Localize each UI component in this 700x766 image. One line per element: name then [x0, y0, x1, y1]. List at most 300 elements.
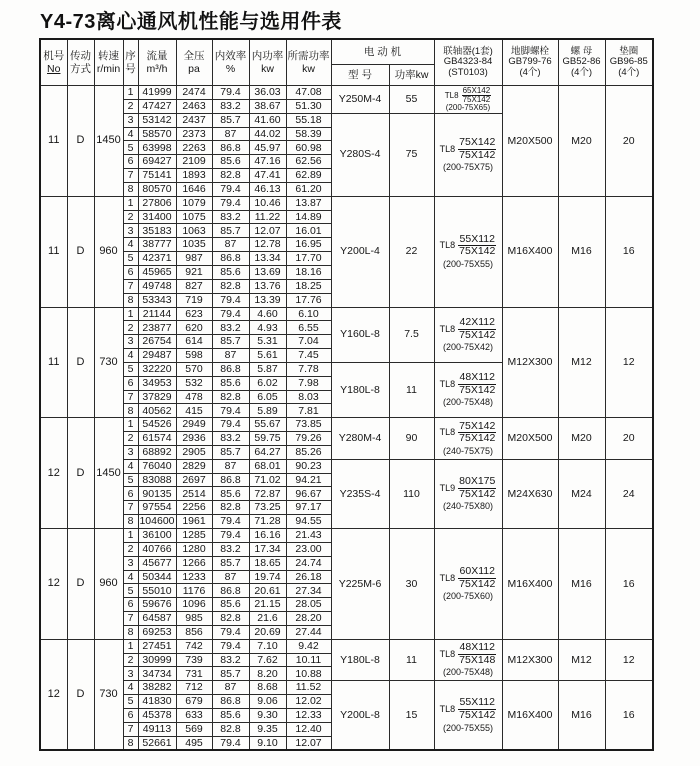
inner-power-cell: 13.69	[249, 265, 286, 279]
inner-power-cell: 9.06	[249, 695, 286, 709]
coupling-fraction	[458, 317, 496, 341]
washer-cell: 16	[605, 681, 653, 750]
required-power-cell: 12.02	[286, 695, 331, 709]
seq-cell: 1	[123, 639, 138, 653]
motor-model-cell: Y200L-8	[331, 681, 389, 750]
col-header-washer: 垫圈 GB96-85 (4个)	[605, 39, 653, 86]
motor-power-cell: 75	[389, 113, 434, 196]
data-row	[40, 529, 653, 543]
coupling-bore-top: 75X142	[459, 136, 496, 148]
anchor-bolt-cell: M12X300	[502, 639, 558, 681]
flow-cell: 30999	[138, 653, 176, 667]
flow-cell: 45965	[138, 265, 176, 279]
pressure-cell: 1176	[176, 584, 212, 598]
pressure-cell: 2936	[176, 432, 212, 446]
required-power-cell: 60.98	[286, 141, 331, 155]
inner-power-cell: 17.34	[249, 542, 286, 556]
efficiency-cell: 83.2	[212, 99, 249, 113]
inner-power-cell: 47.16	[249, 155, 286, 169]
seq-cell: 1	[123, 307, 138, 321]
inner-power-cell: 5.87	[249, 362, 286, 376]
coupling-type: TL8	[439, 323, 456, 334]
data-row	[40, 86, 653, 100]
inner-power-cell: 71.28	[249, 515, 286, 529]
coupling-bore-bottom: 75X142	[459, 148, 496, 161]
inner-power-cell: 5.61	[249, 349, 286, 363]
efficiency-cell: 79.4	[212, 182, 249, 196]
efficiency-cell: 79.4	[212, 293, 249, 307]
inner-power-cell: 10.46	[249, 196, 286, 210]
required-power-cell: 7.98	[286, 376, 331, 390]
table-body	[40, 86, 653, 751]
motor-power-cell: 110	[389, 459, 434, 528]
pressure-cell: 2829	[176, 459, 212, 473]
seq-cell: 7	[123, 501, 138, 515]
required-power-cell: 16.95	[286, 238, 331, 252]
pressure-cell: 827	[176, 279, 212, 293]
seq-cell: 7	[123, 612, 138, 626]
pressure-cell: 620	[176, 321, 212, 335]
nut-cell: M12	[558, 307, 605, 418]
coupling-type: TL8	[439, 427, 456, 438]
inner-power-cell: 41.60	[249, 113, 286, 127]
nut-cell: M16	[558, 681, 605, 750]
speed-cell: 960	[94, 529, 123, 640]
nut-cell: M16	[558, 529, 605, 640]
seq-cell: 5	[123, 141, 138, 155]
seq-cell: 3	[123, 113, 138, 127]
pressure-cell: 532	[176, 376, 212, 390]
coupling-note: (200-75X48)	[442, 667, 494, 678]
washer-cell: 16	[605, 196, 653, 307]
pressure-cell: 570	[176, 362, 212, 376]
coupling-note: (240-75X80)	[442, 501, 494, 512]
coupling-bore-bottom: 75X148	[459, 653, 496, 666]
flow-cell: 38282	[138, 681, 176, 695]
speed-cell: 730	[94, 639, 123, 750]
coupling-type: TL8	[439, 648, 456, 659]
required-power-cell: 18.16	[286, 265, 331, 279]
efficiency-cell: 85.6	[212, 265, 249, 279]
flow-cell: 75141	[138, 169, 176, 183]
pressure-cell: 742	[176, 639, 212, 653]
required-power-cell: 47.08	[286, 86, 331, 100]
required-power-cell: 17.70	[286, 252, 331, 266]
required-power-cell: 96.67	[286, 487, 331, 501]
coupling-spec	[435, 372, 502, 396]
inner-power-cell: 13.76	[249, 279, 286, 293]
motor-model-cell: Y280M-4	[331, 418, 389, 460]
efficiency-cell: 85.7	[212, 335, 249, 349]
coupling-spec	[435, 87, 502, 103]
inner-power-cell: 12.78	[249, 238, 286, 252]
pressure-cell: 1646	[176, 182, 212, 196]
col-header-motor-power: 功率kw	[389, 65, 434, 86]
flow-cell: 55010	[138, 584, 176, 598]
pressure-cell: 415	[176, 404, 212, 418]
data-row	[40, 681, 653, 695]
flow-cell: 40766	[138, 542, 176, 556]
required-power-cell: 16.01	[286, 224, 331, 238]
flow-cell: 52661	[138, 736, 176, 750]
required-power-cell: 51.30	[286, 99, 331, 113]
flow-cell: 23877	[138, 321, 176, 335]
coupling-bore-top: 48X112	[459, 371, 495, 384]
efficiency-cell: 85.6	[212, 376, 249, 390]
machine-no-cell: 11	[40, 307, 67, 418]
inner-power-cell: 20.61	[249, 584, 286, 598]
inner-power-cell: 4.60	[249, 307, 286, 321]
pressure-cell: 633	[176, 708, 212, 722]
washer-cell: 12	[605, 307, 653, 418]
seq-cell: 8	[123, 182, 138, 196]
flow-cell: 63998	[138, 141, 176, 155]
efficiency-cell: 79.4	[212, 736, 249, 750]
inner-power-cell: 38.67	[249, 99, 286, 113]
nut-cell: M20	[558, 86, 605, 197]
required-power-cell: 17.76	[286, 293, 331, 307]
efficiency-cell: 82.8	[212, 501, 249, 515]
coupling-spec	[435, 642, 502, 666]
required-power-cell: 13.87	[286, 196, 331, 210]
coupling-note: (200-75X55)	[442, 259, 494, 269]
coupling-bore-top: 42X112	[459, 315, 495, 328]
inner-power-cell: 20.69	[249, 625, 286, 639]
coupling-bore-top: 48X112	[459, 641, 495, 654]
inner-power-cell: 16.16	[249, 529, 286, 543]
inner-power-cell: 47.41	[249, 169, 286, 183]
efficiency-cell: 87	[212, 349, 249, 363]
motor-model-cell: Y160L-8	[331, 307, 389, 362]
col-header-pressure: 全压 pa	[176, 39, 212, 86]
pressure-cell: 1233	[176, 570, 212, 584]
efficiency-cell: 86.8	[212, 584, 249, 598]
efficiency-cell: 79.4	[212, 529, 249, 543]
coupling-spec	[435, 234, 502, 258]
flow-cell: 42371	[138, 252, 176, 266]
coupling-cell	[434, 307, 502, 362]
seq-cell: 8	[123, 625, 138, 639]
inner-power-cell: 55.67	[249, 418, 286, 432]
motor-model-cell: Y180L-8	[331, 362, 389, 417]
coupling-cell	[434, 418, 502, 460]
required-power-cell: 58.39	[286, 127, 331, 141]
seq-cell: 2	[123, 432, 138, 446]
seq-cell: 7	[123, 390, 138, 404]
efficiency-cell: 85.7	[212, 667, 249, 681]
efficiency-cell: 79.4	[212, 196, 249, 210]
required-power-cell: 26.18	[286, 570, 331, 584]
inner-power-cell: 5.31	[249, 335, 286, 349]
seq-cell: 6	[123, 265, 138, 279]
flow-cell: 61574	[138, 432, 176, 446]
pressure-cell: 2949	[176, 418, 212, 432]
motor-model-cell: Y250M-4	[331, 86, 389, 114]
pressure-cell: 495	[176, 736, 212, 750]
coupling-type: TL9	[439, 482, 456, 493]
coupling-bore-top: 55X112	[459, 232, 495, 245]
seq-cell: 5	[123, 362, 138, 376]
coupling-spec	[435, 421, 502, 445]
coupling-bore-bottom: 75X142	[459, 328, 496, 341]
inner-power-cell: 12.07	[249, 224, 286, 238]
required-power-cell: 6.10	[286, 307, 331, 321]
required-power-cell: 55.18	[286, 113, 331, 127]
seq-cell: 8	[123, 404, 138, 418]
pressure-cell: 712	[176, 681, 212, 695]
pressure-cell: 2514	[176, 487, 212, 501]
pressure-cell: 614	[176, 335, 212, 349]
seq-cell: 7	[123, 169, 138, 183]
coupling-spec	[435, 697, 502, 721]
col-header-seq: 序 号	[123, 39, 138, 86]
pressure-cell: 1075	[176, 210, 212, 224]
seq-cell: 2	[123, 542, 138, 556]
motor-power-cell: 22	[389, 196, 434, 307]
data-row	[40, 307, 653, 321]
coupling-fraction	[458, 137, 496, 161]
required-power-cell: 24.74	[286, 556, 331, 570]
inner-power-cell: 7.62	[249, 653, 286, 667]
efficiency-cell: 85.6	[212, 598, 249, 612]
flow-cell: 29487	[138, 349, 176, 363]
machine-no-cell: 11	[40, 86, 67, 197]
inner-power-cell: 36.03	[249, 86, 286, 100]
inner-power-cell: 21.6	[249, 612, 286, 626]
inner-power-cell: 68.01	[249, 459, 286, 473]
coupling-bore-bottom: 75X142	[459, 577, 496, 590]
seq-cell: 4	[123, 238, 138, 252]
efficiency-cell: 82.8	[212, 722, 249, 736]
pressure-cell: 1280	[176, 542, 212, 556]
motor-model-cell: Y200L-4	[331, 196, 389, 307]
required-power-cell: 23.00	[286, 542, 331, 556]
pressure-cell: 739	[176, 653, 212, 667]
motor-power-cell: 11	[389, 362, 434, 417]
pressure-cell: 1063	[176, 224, 212, 238]
coupling-cell	[434, 459, 502, 528]
inner-power-cell: 5.89	[249, 404, 286, 418]
required-power-cell: 97.17	[286, 501, 331, 515]
flow-cell: 49748	[138, 279, 176, 293]
speed-cell: 960	[94, 196, 123, 307]
required-power-cell: 79.26	[286, 432, 331, 446]
nut-cell: M24	[558, 459, 605, 528]
pressure-cell: 598	[176, 349, 212, 363]
page-title: Y4-73离心通风机性能与选用件表	[40, 11, 342, 33]
coupling-fraction	[462, 87, 492, 103]
efficiency-cell: 86.8	[212, 141, 249, 155]
inner-power-cell: 13.39	[249, 293, 286, 307]
required-power-cell: 85.26	[286, 445, 331, 459]
efficiency-cell: 79.4	[212, 515, 249, 529]
coupling-spec	[435, 317, 502, 341]
seq-cell: 4	[123, 459, 138, 473]
coupling-fraction	[458, 642, 496, 666]
required-power-cell: 7.81	[286, 404, 331, 418]
pressure-cell: 2474	[176, 86, 212, 100]
required-power-cell: 18.25	[286, 279, 331, 293]
flow-cell: 64587	[138, 612, 176, 626]
efficiency-cell: 85.7	[212, 556, 249, 570]
flow-cell: 27806	[138, 196, 176, 210]
flow-cell: 50344	[138, 570, 176, 584]
coupling-bore-top: 55X112	[459, 696, 495, 709]
col-header-flow: 流量 m³/h	[138, 39, 176, 86]
required-power-cell: 12.07	[286, 736, 331, 750]
efficiency-cell: 82.8	[212, 279, 249, 293]
coupling-bore-bottom: 75X142	[459, 487, 496, 500]
flow-cell: 90135	[138, 487, 176, 501]
flow-cell: 53142	[138, 113, 176, 127]
flow-cell: 21144	[138, 307, 176, 321]
inner-power-cell: 72.87	[249, 487, 286, 501]
flow-cell: 34953	[138, 376, 176, 390]
data-row	[40, 418, 653, 432]
washer-cell: 20	[605, 86, 653, 197]
pressure-cell: 731	[176, 667, 212, 681]
efficiency-cell: 87	[212, 681, 249, 695]
coupling-type: TL8	[439, 143, 456, 154]
coupling-type: TL8	[439, 240, 456, 251]
efficiency-cell: 83.2	[212, 432, 249, 446]
seq-cell: 4	[123, 127, 138, 141]
seq-cell: 7	[123, 279, 138, 293]
anchor-bolt-cell: M16X400	[502, 529, 558, 640]
pressure-cell: 1079	[176, 196, 212, 210]
seq-cell: 8	[123, 515, 138, 529]
required-power-cell: 6.55	[286, 321, 331, 335]
coupling-fraction	[458, 421, 496, 445]
inner-power-cell: 21.15	[249, 598, 286, 612]
drive-mode-cell: D	[67, 86, 94, 197]
required-power-cell: 10.11	[286, 653, 331, 667]
coupling-bore-bottom: 75X142	[459, 708, 496, 721]
coupling-bore-top: 75X142	[459, 419, 496, 432]
pressure-cell: 1266	[176, 556, 212, 570]
speed-cell: 730	[94, 307, 123, 418]
flow-cell: 27451	[138, 639, 176, 653]
coupling-note: (240-75X75)	[442, 445, 494, 456]
seq-cell: 3	[123, 335, 138, 349]
flow-cell: 40562	[138, 404, 176, 418]
pressure-cell: 2263	[176, 141, 212, 155]
efficiency-cell: 85.7	[212, 445, 249, 459]
seq-cell: 5	[123, 473, 138, 487]
pressure-cell: 1285	[176, 529, 212, 543]
flow-cell: 41830	[138, 695, 176, 709]
seq-cell: 4	[123, 570, 138, 584]
pressure-cell: 2463	[176, 99, 212, 113]
required-power-cell: 94.55	[286, 515, 331, 529]
seq-cell: 4	[123, 349, 138, 363]
pressure-cell: 1035	[176, 238, 212, 252]
efficiency-cell: 87	[212, 459, 249, 473]
anchor-bolt-cell: M16X400	[502, 196, 558, 307]
required-power-cell: 7.78	[286, 362, 331, 376]
efficiency-cell: 87	[212, 238, 249, 252]
coupling-type: TL8	[439, 378, 456, 389]
drive-mode-cell: D	[67, 418, 94, 529]
seq-cell: 2	[123, 210, 138, 224]
inner-power-cell: 44.02	[249, 127, 286, 141]
nut-cell: M12	[558, 639, 605, 681]
efficiency-cell: 79.4	[212, 307, 249, 321]
coupling-type: TL8	[439, 703, 456, 714]
machine-no-cell: 12	[40, 418, 67, 529]
required-power-cell: 90.23	[286, 459, 331, 473]
efficiency-cell: 82.8	[212, 612, 249, 626]
required-power-cell: 10.88	[286, 667, 331, 681]
seq-cell: 6	[123, 487, 138, 501]
nut-cell: M20	[558, 418, 605, 460]
col-header-motor-model: 型 号	[331, 65, 389, 86]
efficiency-cell: 85.7	[212, 113, 249, 127]
flow-cell: 58570	[138, 127, 176, 141]
seq-cell: 2	[123, 99, 138, 113]
inner-power-cell: 9.10	[249, 736, 286, 750]
coupling-bore-top: 80X175	[459, 475, 496, 488]
pressure-cell: 856	[176, 625, 212, 639]
required-power-cell: 12.40	[286, 722, 331, 736]
seq-cell: 3	[123, 224, 138, 238]
inner-power-cell: 8.20	[249, 667, 286, 681]
col-header-required-power: 所需功率 kw	[286, 39, 331, 86]
efficiency-cell: 83.2	[212, 210, 249, 224]
required-power-cell: 7.45	[286, 349, 331, 363]
motor-power-cell: 55	[389, 86, 434, 114]
drive-mode-cell: D	[67, 529, 94, 640]
coupling-fraction	[458, 372, 496, 396]
inner-power-cell: 45.97	[249, 141, 286, 155]
col-header-anchor-bolt: 地脚螺栓 GB799-76 (4个)	[502, 39, 558, 86]
seq-cell: 6	[123, 708, 138, 722]
seq-cell: 7	[123, 722, 138, 736]
seq-cell: 8	[123, 736, 138, 750]
coupling-spec	[435, 137, 502, 161]
seq-cell: 2	[123, 321, 138, 335]
coupling-note: (200-75X42)	[442, 342, 494, 353]
required-power-cell: 61.20	[286, 182, 331, 196]
required-power-cell: 62.56	[286, 155, 331, 169]
inner-power-cell: 19.74	[249, 570, 286, 584]
flow-cell: 34734	[138, 667, 176, 681]
flow-cell: 36100	[138, 529, 176, 543]
pressure-cell: 478	[176, 390, 212, 404]
washer-cell: 24	[605, 459, 653, 528]
motor-power-cell: 11	[389, 639, 434, 681]
efficiency-cell: 85.6	[212, 487, 249, 501]
motor-power-cell: 30	[389, 529, 434, 640]
pressure-cell: 921	[176, 265, 212, 279]
coupling-cell	[434, 639, 502, 681]
inner-power-cell: 8.68	[249, 681, 286, 695]
data-row	[40, 196, 653, 210]
inner-power-cell: 64.27	[249, 445, 286, 459]
required-power-cell: 7.04	[286, 335, 331, 349]
flow-cell: 45378	[138, 708, 176, 722]
flow-cell: 83088	[138, 473, 176, 487]
coupling-note: (200-75X75)	[442, 162, 494, 173]
efficiency-cell: 82.8	[212, 169, 249, 183]
efficiency-cell: 86.8	[212, 362, 249, 376]
coupling-note: (200-75X60)	[442, 591, 494, 602]
drive-mode-cell: D	[67, 196, 94, 307]
inner-power-cell: 9.35	[249, 722, 286, 736]
inner-power-cell: 9.30	[249, 708, 286, 722]
speed-cell: 1450	[94, 86, 123, 197]
efficiency-cell: 83.2	[212, 653, 249, 667]
